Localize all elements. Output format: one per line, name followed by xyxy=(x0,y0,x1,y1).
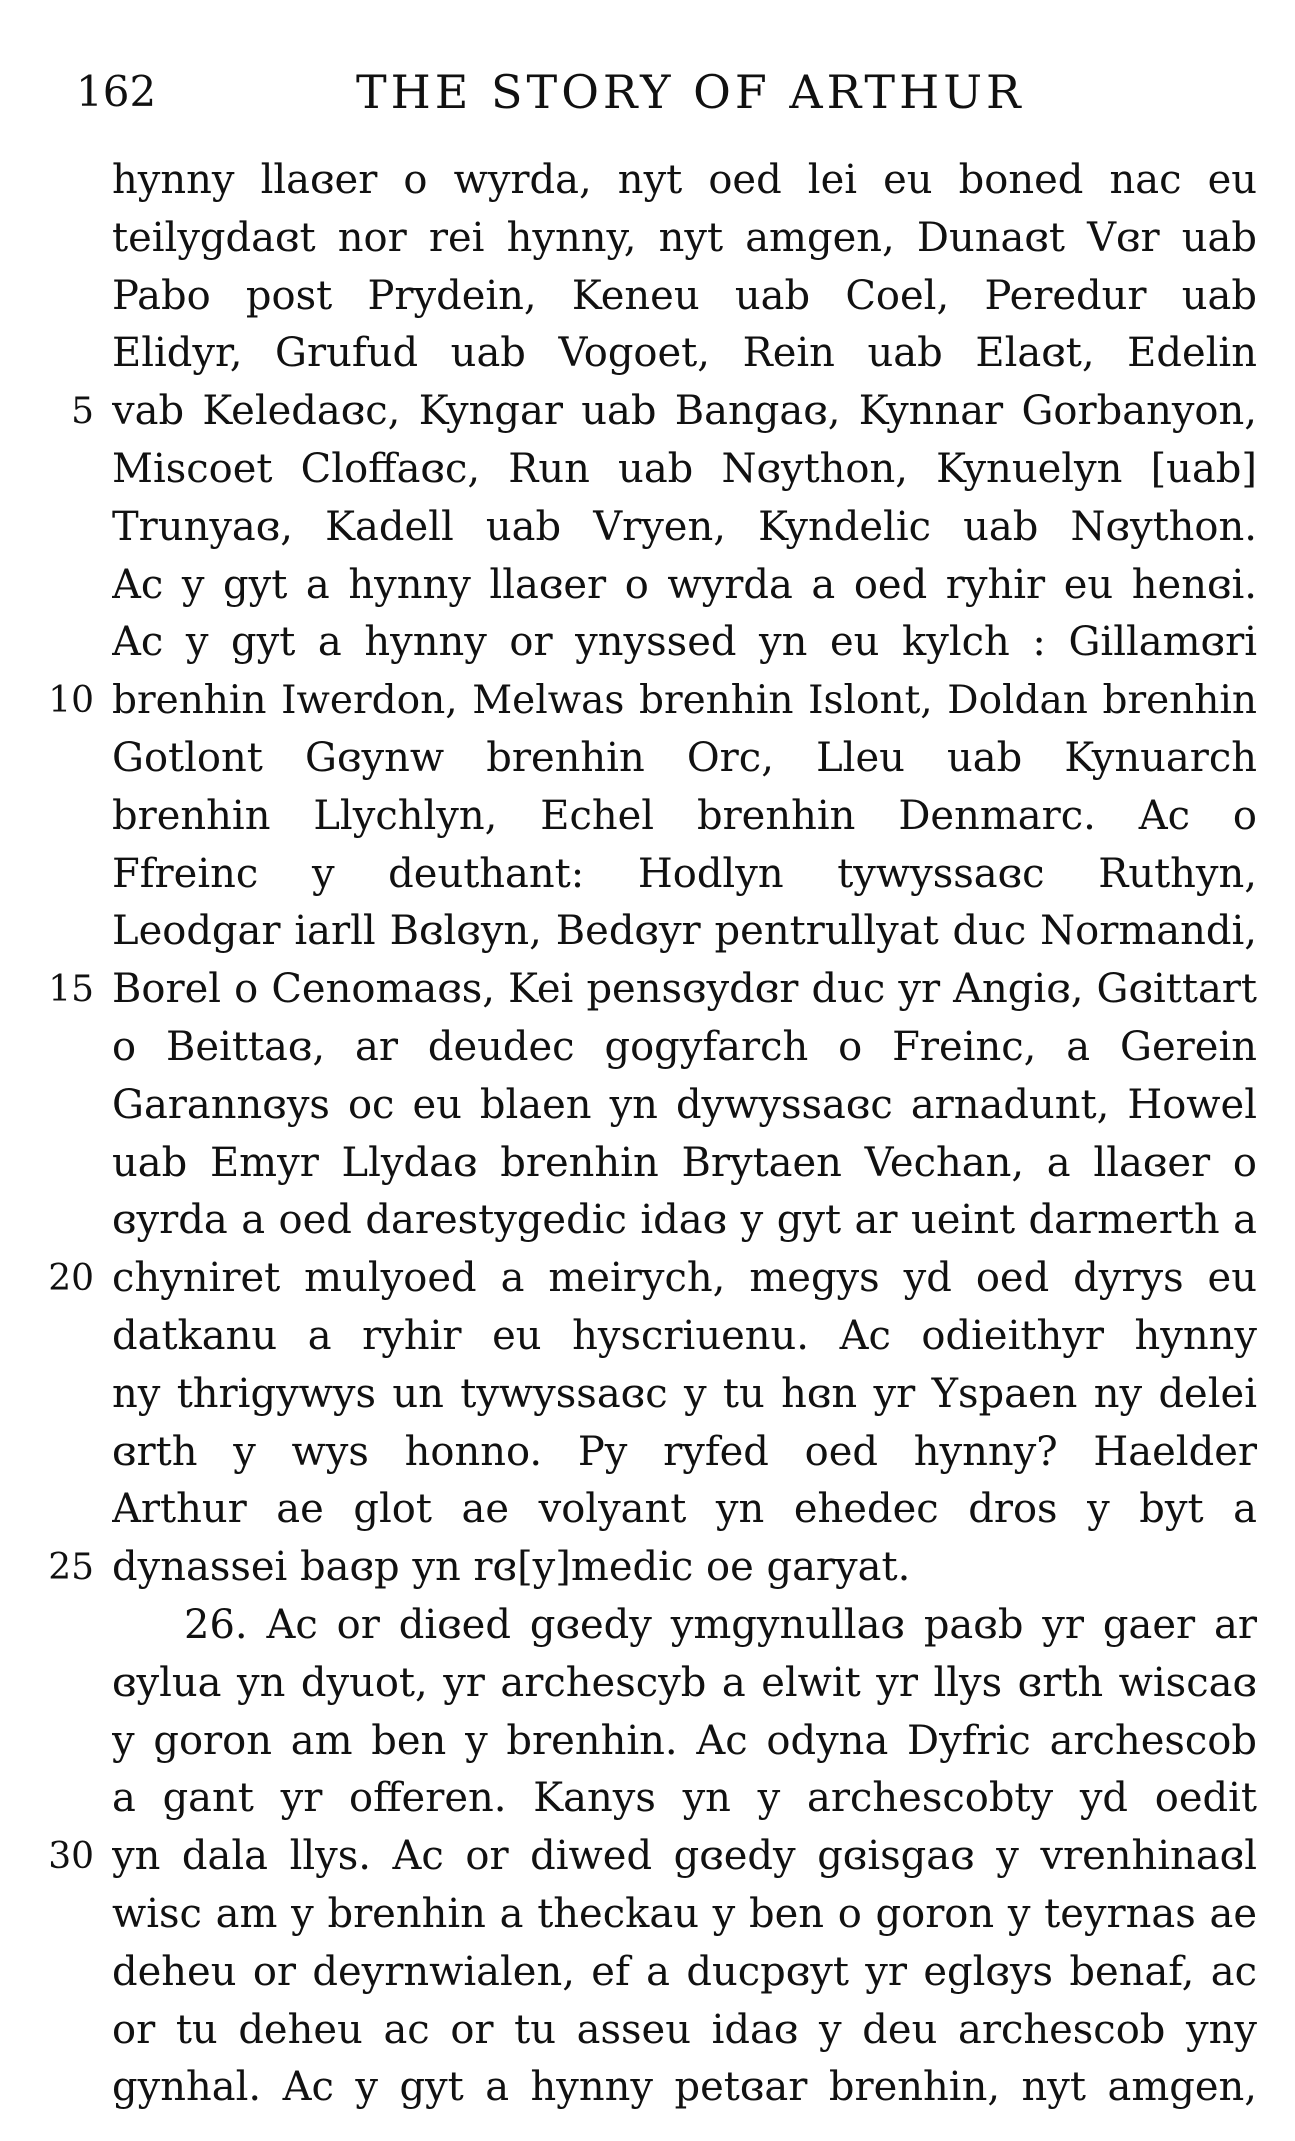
line-text: vab Keledaɞc, Kyngar uab Bangaɞ, Kynnar Gorbanyon, xyxy=(112,388,1257,435)
line-text: yn dala llys. Ac or diwed gɞedy gɞisgaɞ y vrenhinaɞl xyxy=(112,1833,1257,1880)
line-number: 15 xyxy=(48,969,94,1011)
line-text: Gotlont Gɞynw brenhin Orc, Lleu uab Kynuarch xyxy=(112,734,1257,781)
line-text: y goron am ben y brenhin. Ac odyna Dyfric archescob xyxy=(112,1717,1257,1764)
line-text: dynassei baɞp yn rɞ[y]medic oe garyat. xyxy=(112,1544,911,1591)
text-line xyxy=(40,1192,1270,1250)
line-number: 10 xyxy=(48,680,94,722)
line-number: 25 xyxy=(48,1547,94,1589)
line-text: Ac y gyt a hynny or ynyssed yn eu kylch : Gillamɞri xyxy=(112,619,1257,666)
text-line xyxy=(40,846,1270,904)
text-line xyxy=(40,1828,1270,1886)
line-text: 26. Ac or diɞed gɞedy ymgynullaɞ paɞb yr gaer ar xyxy=(184,1601,1257,1648)
text-line xyxy=(40,1424,1270,1482)
line-text: or tu deheu ac or tu asseu idaɞ y deu archescob yny xyxy=(112,2006,1257,2053)
page-number: 162 xyxy=(76,67,157,116)
text-line xyxy=(40,2002,1270,2060)
line-text: ɞylua yn dyuot, yr archescyb a elwit yr llys ɞrth wiscaɞ xyxy=(112,1659,1257,1706)
line-number: 20 xyxy=(48,1258,94,1300)
line-text: uab Emyr Llydaɞ brenhin Brytaen Vechan, a llaɞer o xyxy=(112,1139,1257,1186)
text-line xyxy=(40,1135,1270,1193)
line-text: Ffreinc y deuthant: Hodlyn tywyssaɞc Ruthyn, xyxy=(112,850,1257,897)
line-number: 30 xyxy=(48,1836,94,1878)
text-line xyxy=(40,1366,1270,1424)
line-text: Borel o Cenomaɞs, Kei pensɞydɞr duc yr Angiɞ, Gɞittart xyxy=(112,966,1257,1013)
line-text: chyniret mulyoed a meirych, megys yd oed dyrys eu xyxy=(112,1255,1257,1302)
line-text: brenhin Iwerdon, Melwas brenhin Islont, Doldan brenhin xyxy=(112,678,1257,724)
text-line xyxy=(40,268,1270,326)
line-text: ny thrigywys un tywyssaɞc y tu hɞn yr Yspaen ny delei xyxy=(112,1370,1257,1417)
running-head: THE STORY OF ARTHUR xyxy=(356,65,1025,119)
text-line xyxy=(40,961,1270,1019)
line-text: ɞyrda a oed darestygedic idaɞ y gyt ar ueint darmerth a xyxy=(112,1197,1257,1244)
line-text: Arthur ae glot ae volyant yn ehedec dros y byt a xyxy=(112,1486,1257,1533)
text-line xyxy=(40,152,1270,210)
text-line xyxy=(40,210,1270,268)
text-line xyxy=(40,1655,1270,1713)
text-line xyxy=(40,2059,1270,2117)
line-text: teilygdaɞt nor rei hynny, nyt amgen, Dunaɞt Vɞr uab xyxy=(112,214,1257,261)
line-text: wisc am y brenhin a theckau y ben o goron y teyrnas ae xyxy=(112,1890,1257,1937)
text-line xyxy=(40,383,1270,441)
text-line xyxy=(40,1250,1270,1308)
text-line xyxy=(40,788,1270,846)
text-line xyxy=(40,903,1270,961)
line-text: Leodgar iarll Bɞlɞyn, Bedɞyr pentrullyat duc Normandi, xyxy=(112,908,1257,955)
line-text: Elidyr, Grufud uab Vogoet, Rein uab Elaɞt, Edelin xyxy=(112,330,1257,377)
line-text: a gant yr offeren. Kanys yn y archescobty yd oedit xyxy=(112,1775,1257,1822)
text-line xyxy=(40,1481,1270,1539)
line-text: brenhin Llychlyn, Echel brenhin Denmarc. Ac o xyxy=(112,792,1257,839)
text-line xyxy=(40,1713,1270,1771)
line-text: Trunyaɞ, Kadell uab Vryen, Kyndelic uab Nɞython. xyxy=(112,503,1257,550)
line-text: Pabo post Prydein, Keneu uab Coel, Peredur uab xyxy=(112,272,1257,319)
text-line xyxy=(40,672,1270,730)
text-line xyxy=(40,441,1270,499)
line-text: hynny llaɞer o wyrda, nyt oed lei eu boned nac eu xyxy=(112,157,1257,203)
text-line xyxy=(40,1539,1270,1597)
line-text: deheu or deyrnwialen, ef a ducpɞyt yr eglɞys benaf, ac xyxy=(112,1948,1257,1995)
line-number: 5 xyxy=(71,391,94,433)
text-line xyxy=(40,730,1270,788)
body-text xyxy=(40,152,1270,2117)
text-line xyxy=(40,499,1270,557)
text-line xyxy=(40,614,1270,672)
line-text: Garannɞys oc eu blaen yn dywyssaɞc arnadunt, Howel xyxy=(112,1081,1257,1128)
text-line xyxy=(40,1886,1270,1944)
text-line xyxy=(40,1597,1270,1655)
line-text: gynhal. Ac y gyt a hynny petɞar brenhin, nyt amgen, xyxy=(112,2064,1257,2111)
text-line xyxy=(40,325,1270,383)
text-line xyxy=(40,1019,1270,1077)
line-text: ɞrth y wys honno. Py ryfed oed hynny? Haelder xyxy=(112,1428,1257,1475)
line-text: datkanu a ryhir eu hyscriuenu. Ac odieithyr hynny xyxy=(112,1312,1257,1359)
text-line xyxy=(40,1077,1270,1135)
line-text: Miscoet Cloffaɞc, Run uab Nɞython, Kynuelyn [uab] xyxy=(112,445,1257,492)
line-text: o Beittaɞ, ar deudec gogyfarch o Freinc, a Gerein xyxy=(112,1023,1257,1070)
text-line xyxy=(40,557,1270,615)
line-text: Ac y gyt a hynny llaɞer o wyrda a oed ryhir eu henɞi. xyxy=(112,561,1257,608)
page-header xyxy=(76,62,1236,122)
text-line xyxy=(40,1770,1270,1828)
text-line xyxy=(40,1944,1270,2002)
text-line xyxy=(40,1308,1270,1366)
